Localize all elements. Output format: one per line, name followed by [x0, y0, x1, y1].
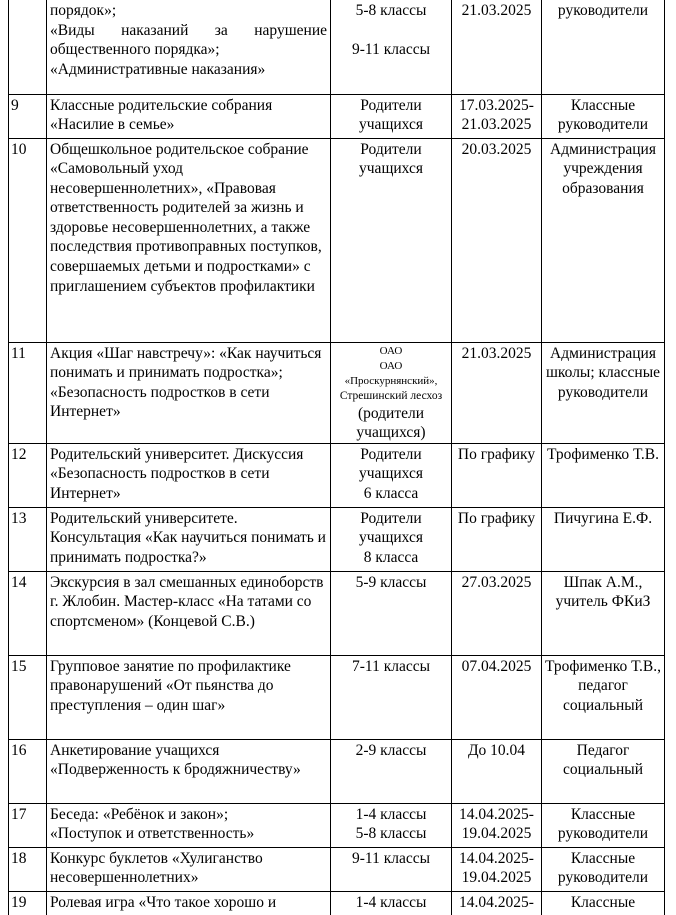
participants-text: 8 класса: [363, 548, 419, 566]
event-text: Ролевая игра «Что такое хорошо и: [50, 893, 277, 911]
row-number: 9: [9, 94, 47, 138]
event-text: Анкетирование учащихся «Подверженность к бродяжничеству»: [50, 741, 301, 779]
date-cell: [452, 571, 542, 655]
responsible-text: Классные руководители: [557, 96, 649, 134]
event-text: «Административные наказания»: [50, 60, 266, 78]
participants-text-small: ОАО: [379, 344, 403, 357]
responsible-cell: [542, 847, 665, 891]
date-text: До 10.04: [467, 741, 526, 759]
row-number: [9, 0, 47, 94]
table-row: [9, 571, 665, 655]
row-number: 11: [9, 342, 47, 443]
event-cell: [47, 0, 331, 94]
event-text: Родительский университет. Дискуссия «Безопасность подростков в сети Интернет»: [50, 445, 304, 502]
event-text: «Поступок и ответственность»: [50, 825, 255, 843]
responsible-cell: [542, 891, 665, 915]
date-text: 19.04.2025: [461, 869, 532, 887]
date-text: По графику: [457, 445, 536, 463]
date-text: 21.03.2025: [461, 2, 532, 19]
participants-text: 1-4 классы: [355, 893, 427, 911]
responsible-cell: [542, 138, 665, 342]
participants-text: 9-11 классы: [351, 849, 431, 867]
table-row: [9, 891, 665, 915]
participants-text: 5-8 классы: [355, 825, 427, 843]
event-cell: [47, 847, 331, 891]
table-row: [9, 655, 665, 739]
date-text: 21.03.2025: [461, 116, 532, 134]
participants-text: (родители учащихся): [356, 404, 426, 442]
date-cell: [452, 739, 542, 803]
date-text: 14.04.2025-: [459, 849, 534, 867]
table-row: [9, 0, 665, 94]
table-row: [9, 94, 665, 138]
event-cell: [47, 342, 331, 443]
date-cell: [452, 342, 542, 443]
event-cell: [47, 571, 331, 655]
participants-cell: [331, 443, 452, 507]
event-text: Групповое занятие по профилактике правонарушений «От пьянства до преступления – один шаг»: [50, 657, 291, 714]
responsible-cell: [542, 94, 665, 138]
row-number: 13: [9, 507, 47, 571]
date-text: 07.04.2025: [461, 657, 532, 675]
participants-cell: [331, 571, 452, 655]
participants-text-small: Стрешинский лесхоз: [339, 389, 443, 402]
event-text: Общешкольное родительское собрание «Самовольный уход несовершеннолетних», «Правовая ответственность родителей за жизнь и здоровье несовершеннолетних, а также последствия противоправных поступков, совершаемых детьми и подростками» с приглашением субъектов профилактики: [50, 140, 322, 295]
responsible-cell: [542, 571, 665, 655]
responsible-text: руководители: [557, 2, 649, 19]
date-text: 20.03.2025: [461, 140, 532, 158]
row-number: 16: [9, 739, 47, 803]
row-number: 10: [9, 138, 47, 342]
responsible-cell: [542, 739, 665, 803]
event-text: Беседа: «Ребёнок и закон»;: [50, 805, 229, 823]
event-text: Классные родительские собрания «Насилие в семье»: [50, 96, 273, 134]
row-number: 17: [9, 803, 47, 847]
responsible-text: Трофименко Т.В.: [546, 445, 660, 463]
responsible-cell: [542, 0, 665, 94]
event-text: Акция «Шаг навстречу»: «Как научиться понимать и принимать подростка»; «Безопасность подростков в сети Интернет»: [50, 344, 322, 421]
participants-text: Родители учащихся: [359, 96, 423, 134]
participants-cell: [331, 847, 452, 891]
date-cell: [452, 655, 542, 739]
table-row: [9, 342, 665, 443]
responsible-text: Классные руководители: [557, 805, 649, 843]
events-table-body: [9, 0, 665, 915]
responsible-cell: [542, 443, 665, 507]
table-row: [9, 507, 665, 571]
table-row: [9, 739, 665, 803]
participants-cell: [331, 891, 452, 915]
responsible-text: Пичугина Е.Ф.: [553, 509, 653, 527]
row-number: 15: [9, 655, 47, 739]
date-cell: [452, 443, 542, 507]
participants-text: 2-9 классы: [355, 741, 427, 759]
participants-cell: [331, 739, 452, 803]
event-cell: [47, 138, 331, 342]
event-cell: [47, 443, 331, 507]
row-number: 18: [9, 847, 47, 891]
participants-cell: [331, 0, 452, 94]
table-row: [9, 847, 665, 891]
responsible-text: Трофименко Т.В., педагог социальный: [545, 657, 661, 714]
table-row: [9, 803, 665, 847]
participants-text: 7-11 классы: [351, 657, 431, 675]
table-row: [9, 443, 665, 507]
date-cell: [452, 507, 542, 571]
date-text: 21.03.2025: [461, 344, 532, 362]
event-text: порядок»;: [50, 2, 117, 19]
date-cell: [452, 847, 542, 891]
event-cell: [47, 655, 331, 739]
participants-text: 5-8 классы: [355, 2, 427, 19]
table-row: [9, 138, 665, 342]
responsible-text: Классные: [570, 893, 636, 911]
date-text: 14.04.2025-: [459, 893, 534, 911]
date-cell: [452, 891, 542, 915]
event-cell: [47, 507, 331, 571]
responsible-cell: [542, 655, 665, 739]
date-cell: [452, 0, 542, 94]
responsible-text: Шпак А.М., учитель ФКиЗ: [555, 573, 651, 611]
participants-text: Родители учащихся: [359, 140, 423, 178]
event-text: Родительский университете. Консультация «Как научиться понимать и принимать подростка?»: [50, 509, 326, 566]
event-cell: [47, 891, 331, 915]
row-number: 12: [9, 443, 47, 507]
participants-text: 6 класса: [363, 484, 419, 502]
participants-cell: [331, 655, 452, 739]
event-cell: [47, 803, 331, 847]
event-text: Экскурсия в зал смешанных единоборств г. Жлобин. Мастер-класс «На татами со спортсменом» (Концевой С.В.): [50, 573, 324, 630]
events-table: [8, 0, 665, 915]
date-text: 14.04.2025-: [459, 805, 534, 823]
participants-text: 9-11 классы: [351, 40, 431, 58]
participants-text: Родители учащихся: [359, 509, 423, 547]
participants-text: 1-4 классы: [355, 805, 427, 823]
participants-text: 5-9 классы: [355, 573, 427, 591]
participants-cell: [331, 803, 452, 847]
responsible-cell: [542, 803, 665, 847]
participants-text-small: ОАО «Проскурнянский»,: [344, 359, 438, 387]
event-cell: [47, 94, 331, 138]
participants-text: Родители учащихся: [359, 445, 423, 483]
responsible-cell: [542, 342, 665, 443]
date-cell: [452, 803, 542, 847]
event-cell: [47, 739, 331, 803]
date-cell: [452, 138, 542, 342]
event-text: Конкурс буклетов «Хулиганство несовершеннолетних»: [50, 849, 263, 887]
spacer: [334, 21, 448, 40]
participants-cell: [331, 507, 452, 571]
participants-cell: [331, 342, 452, 443]
responsible-cell: [542, 507, 665, 571]
date-cell: [452, 94, 542, 138]
responsible-text: Администрация школы; классные руководители: [545, 344, 661, 401]
participants-cell: [331, 94, 452, 138]
responsible-text: Классные руководители: [557, 849, 649, 887]
row-number: 19: [9, 891, 47, 915]
responsible-text: Педагог социальный: [562, 741, 644, 779]
responsible-text: Администрация учреждения образования: [550, 140, 656, 197]
participants-cell: [331, 138, 452, 342]
date-text: 27.03.2025: [461, 573, 532, 591]
row-number: 14: [9, 571, 47, 655]
date-text: 19.04.2025: [461, 825, 532, 843]
date-text: 17.03.2025-: [459, 96, 534, 114]
date-text: По графику: [457, 509, 536, 527]
event-text: «Виды наказаний за нарушение общественного порядка»;: [50, 21, 327, 59]
